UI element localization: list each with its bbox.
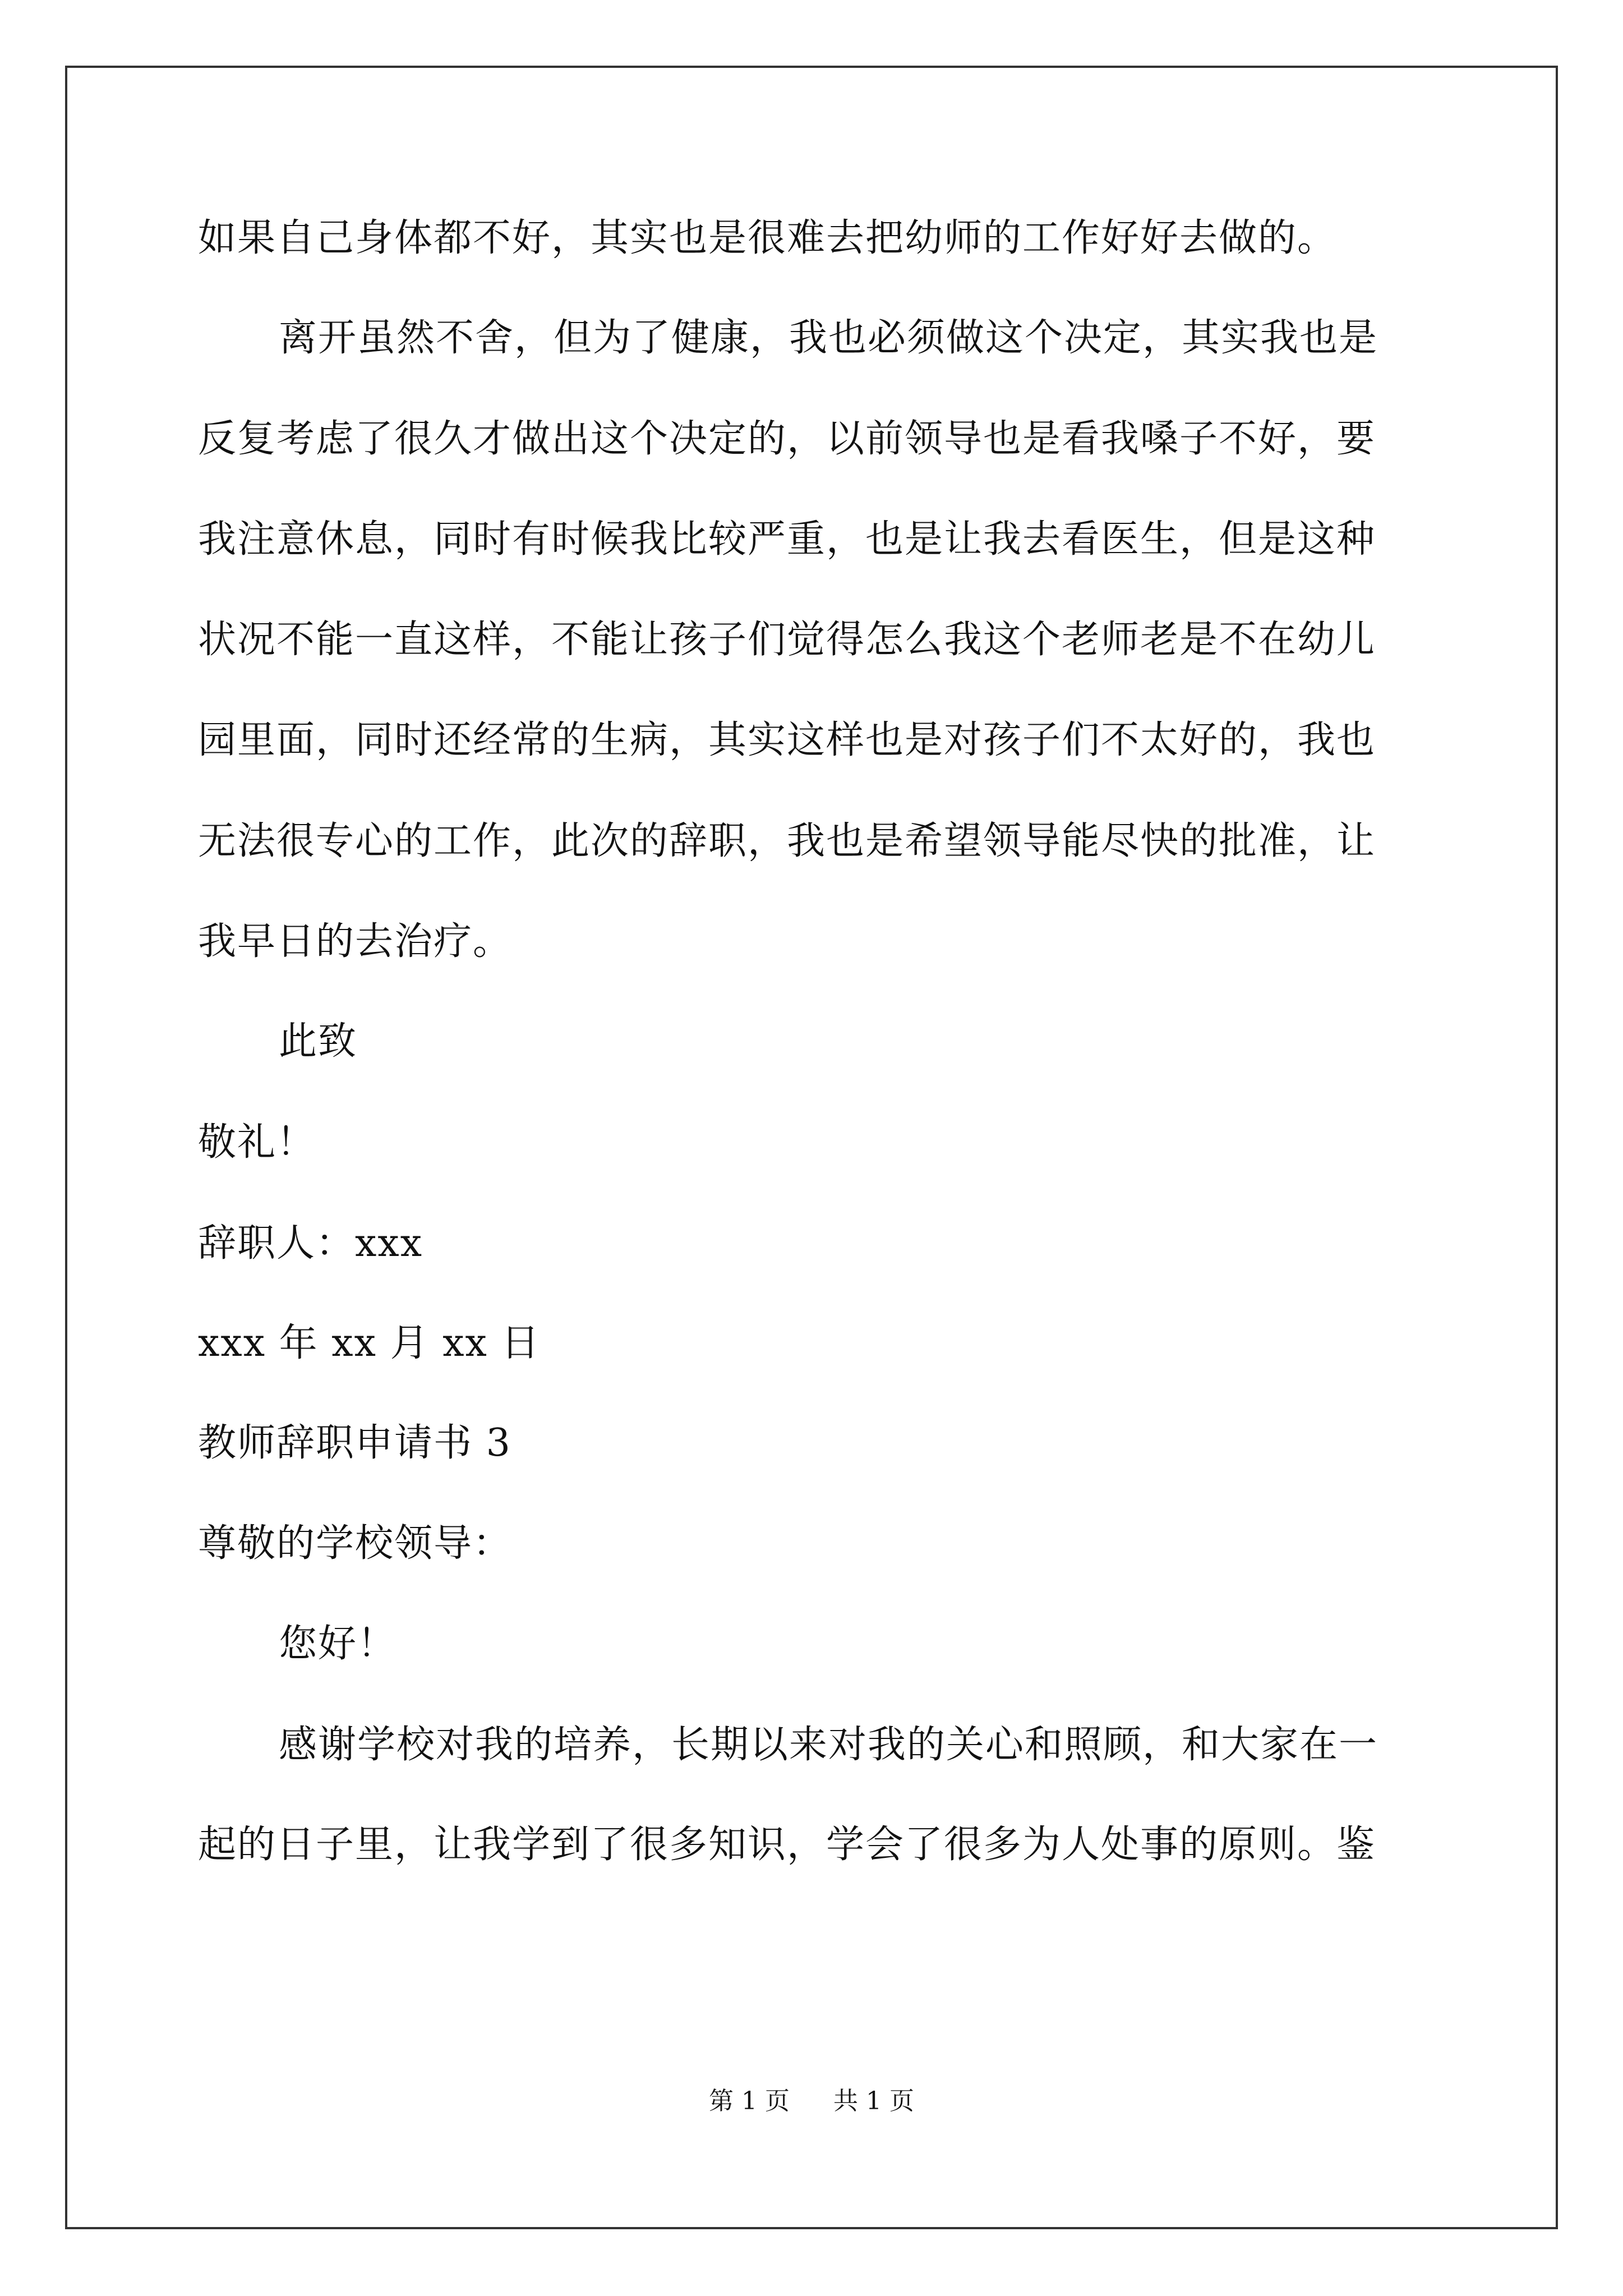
body-text-line: 我早日的去治疗。 bbox=[198, 919, 513, 964]
date-line: xxx 年 xx 月 xx 日 bbox=[198, 1321, 541, 1365]
body-text-line: 无法很专心的工作，此次的辞职，我也是希望领导能尽快的批准，让 bbox=[198, 819, 1376, 863]
page-number: 第 1 页 bbox=[709, 2087, 790, 2115]
greeting: 您好！ bbox=[279, 1622, 397, 1666]
body-text-line: 园里面，同时还经常的生病，其实这样也是对孩子们不太好的，我也 bbox=[198, 718, 1376, 762]
greeting-addressee: 尊敬的学校领导： bbox=[198, 1521, 513, 1566]
signature-line: 辞职人：xxx bbox=[198, 1221, 423, 1266]
body-text-line: 如果自己身体都不好，其实也是很难去把幼师的工作好好去做的。 bbox=[198, 216, 1337, 260]
body-text-line: 感谢学校对我的培养，长期以来对我的关心和照顾，和大家在一 bbox=[279, 1723, 1378, 1767]
body-text-line: 反复考虑了很久才做出这个决定的，以前领导也是看我嗓子不好，要 bbox=[198, 417, 1376, 461]
page-total: 共 1 页 bbox=[833, 2087, 914, 2115]
page-footer bbox=[0, 2085, 1623, 2118]
section-title: 教师辞职申请书 3 bbox=[198, 1421, 511, 1465]
body-text-line: 状况不能一直这样，不能让孩子们觉得怎么我这个老师老是不在幼儿 bbox=[198, 618, 1376, 662]
body-text-line: 起的日子里，让我学到了很多知识，学会了很多为人处事的原则。鉴 bbox=[198, 1823, 1376, 1867]
salutation-closing: 敬礼！ bbox=[198, 1120, 316, 1165]
closing-phrase: 此致 bbox=[279, 1019, 358, 1064]
body-text-line: 我注意休息，同时有时候我比较严重，也是让我去看医生，但是这种 bbox=[198, 517, 1376, 562]
body-text-line: 离开虽然不舍，但为了健康，我也必须做这个决定，其实我也是 bbox=[279, 316, 1378, 360]
